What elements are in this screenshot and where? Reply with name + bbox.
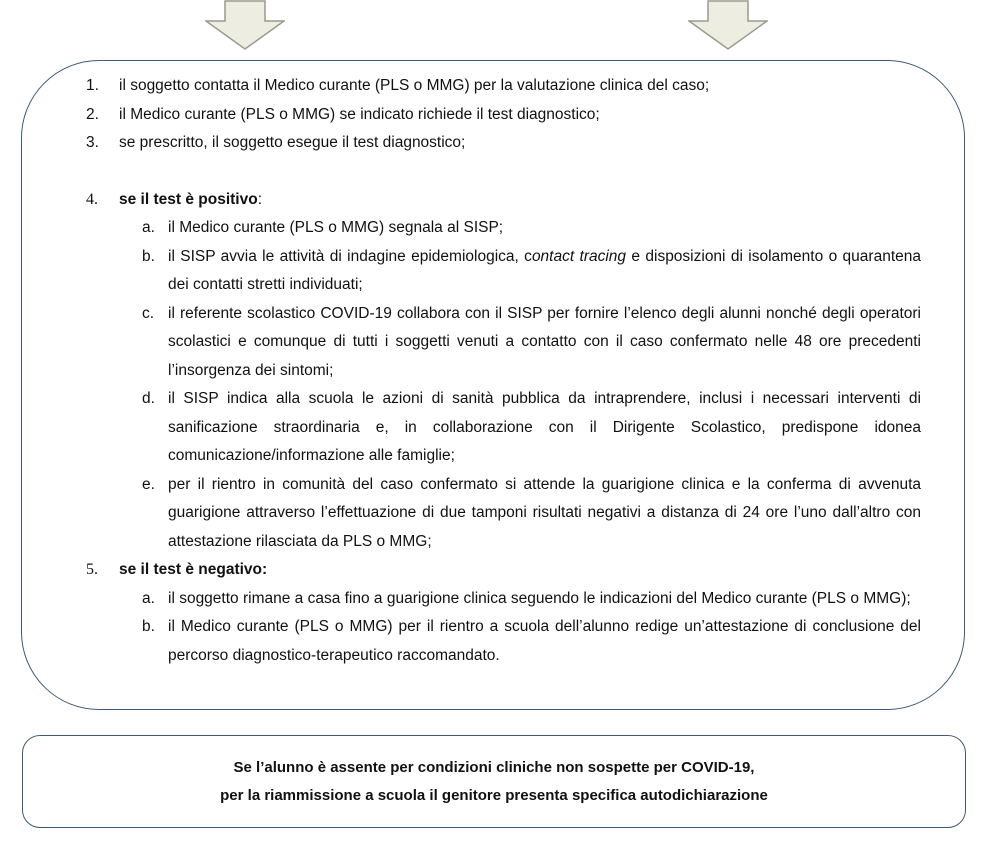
note-box [22,735,966,828]
substep-letter: a. [142,589,155,607]
step-2 [86,101,921,130]
step-5-negative [86,556,921,585]
substep-letter: d. [142,390,155,407]
note-line-2: per la riammissione a scuola il genitore presenta specifica autodichiarazione [220,786,768,804]
procedure-steps [86,72,921,670]
down-arrow-icon [205,0,285,50]
substep-letter: e. [142,475,155,493]
step-text: il soggetto contatta il Medico curante (PLS o MMG) per la valutazione clinica del caso; [119,77,710,94]
step-4-positive [86,186,921,215]
heading-suffix: : [257,190,262,208]
substep-text: per il rientro in comunità del caso confermato si attende la guarigione clinica e la conferma di avvenuta guarigione attraverso l’effettuazione di due tamponi risultati negativi a distanza di 24 ore l’uno dall’altro con attestazione rilasciata da PLS o MMG; [168,475,921,550]
step-1 [86,72,921,101]
step-number: 1. [86,77,99,94]
list-item [142,471,921,557]
step-heading [119,186,262,215]
text-part: il SISP avvia le attività di indagine epidemiologica, c [168,247,532,265]
list-item [142,243,921,300]
step-text: il Medico curante (PLS o MMG) se indicato richiede il test diagnostico; [119,105,600,123]
substep-text: il Medico curante (PLS o MMG) segnala al SISP; [168,219,504,236]
substep-text: il Medico curante (PLS o MMG) per il rientro a scuola dell’alunno redige un’attestazione di conclusione del percorso diagnostico-terapeutico raccomandato. [168,618,921,664]
substep-text: il soggetto rimane a casa fino a guarigione clinica seguendo le indicazioni del Medico curante (PLS o MMG); [168,589,911,607]
step-number: 3. [86,134,99,151]
positive-heading: se il test è positivo [119,190,258,208]
step-number: 5. [86,561,98,578]
positive-substeps [142,214,921,556]
substep-letter: b. [142,247,155,265]
substep-text: il referente scolastico COVID-19 collabora con il SISP per fornire l’elenco degli alunni nonché degli operatori scolastici e comunque di tutti i soggetti venuti a contatto con il caso confermato nelle 48 ore precedenti l’insorgenza dei sintomi; [168,304,921,379]
negative-substeps [142,585,921,671]
substep-letter: b. [142,618,155,635]
list-item [142,300,921,386]
substep-letter: a. [142,219,155,236]
list-item [142,613,921,670]
substep-letter: c. [142,304,155,322]
text-part: e disposizioni di isolamento o quarantena dei contatti stretti individuati; [168,247,921,293]
substep-text: il SISP indica alla scuola le azioni di sanità pubblica da intraprendere, inclusi i necessari interventi di sanificazione straordinaria e, in collaborazione con il Dirigente Scolastico, predispone idonea comunicazione/informazione alle famiglie; [168,390,921,464]
down-arrow-icon [688,0,768,50]
substep-text [168,243,921,300]
list-item [142,385,921,471]
note-line-1: Se l’alunno è assente per condizioni cliniche non sospette per COVID-19, [233,758,755,776]
step-3 [86,129,921,158]
list-item [142,214,921,243]
list-item [142,585,921,614]
negative-heading: se il test è negativo: [119,561,268,578]
step-number: 4. [86,190,98,208]
step-number: 2. [86,105,99,123]
step-text: se prescritto, il soggetto esegue il test diagnostico; [119,134,466,151]
italic-term: ontact tracing [531,247,627,265]
